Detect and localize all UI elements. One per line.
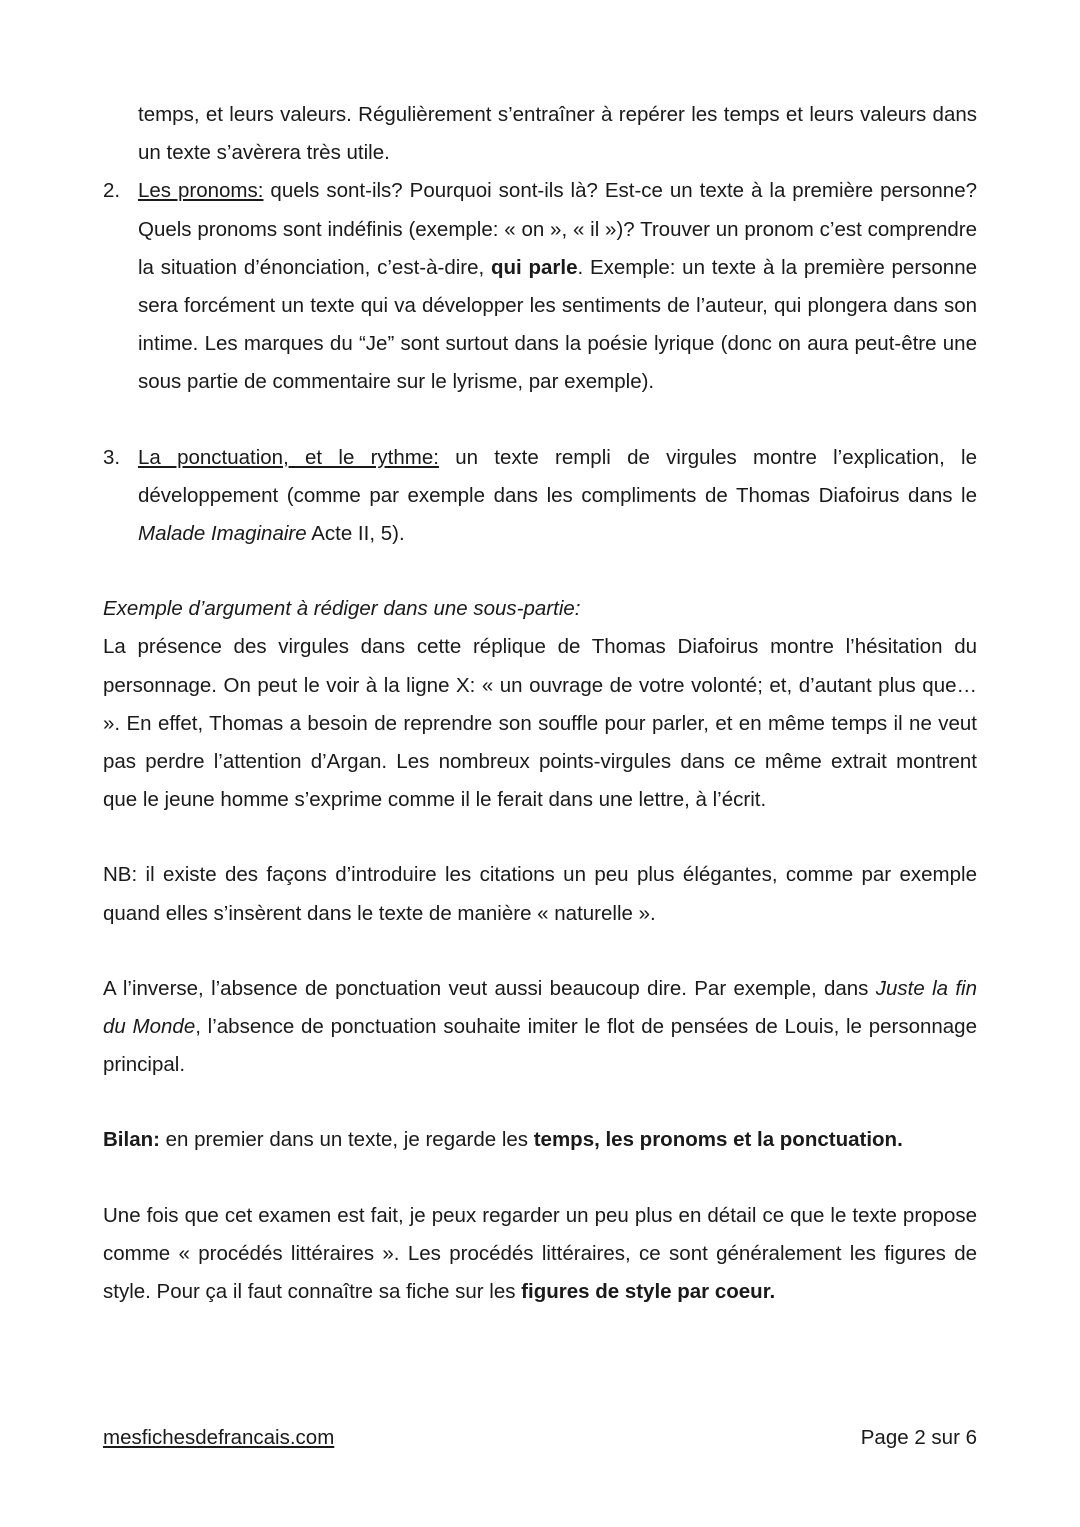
inverse-paragraph: A l’inverse, l’absence de ponctuation veut aussi beaucoup dire. Par exemple, dans Juste la fin du Monde, l’absence de ponctuation souhaite imiter le flot de pensées de Louis, le personnage principal. bbox=[103, 976, 977, 1077]
bilan-bold: temps, les pronoms et la ponctuation. bbox=[533, 1128, 903, 1152]
final-bold: figures de style par coeur. bbox=[521, 1280, 776, 1304]
list-item-3-text-b: Acte II, 5). bbox=[306, 522, 405, 546]
final-paragraph: Une fois que cet examen est fait, je peux regarder un peu plus en détail ce que le texte propose comme « procédés littéraires ». Les procédés littéraires, ce sont généralement les figures de style. Pour ça il faut connaître sa fiche sur les figures de style par coeur. bbox=[103, 1203, 977, 1304]
footer-page-number: Page 2 sur 6 bbox=[860, 1426, 977, 1449]
example-heading: Exemple d’argument à rédiger dans une sous-partie: bbox=[103, 597, 581, 621]
list-item-2-title: Les pronoms: bbox=[138, 179, 264, 203]
list-item-2 bbox=[103, 172, 977, 401]
inverse-italic: Juste la fin du Monde bbox=[103, 976, 977, 1039]
nb-paragraph: NB: il existe des façons d’introduire les citations un peu plus élégantes, comme par exemple quand elles s’insèrent dans le texte de manière « naturelle ». bbox=[103, 863, 977, 925]
document-body bbox=[103, 96, 977, 1311]
list-item-3-title: La ponctuation, et le rythme: bbox=[138, 445, 439, 469]
list-item-2-number: 2. bbox=[103, 179, 121, 203]
list-item-3-number: 3. bbox=[103, 445, 121, 469]
list-item-3-italic: Malade Imaginaire bbox=[138, 522, 307, 546]
list-item-3 bbox=[103, 439, 977, 554]
bilan-label: Bilan: bbox=[103, 1128, 160, 1152]
list-item-1-text: temps, et leurs valeurs. Régulièrement s’entraîner à repérer les temps et leurs valeurs dans un texte s’avèrera très utile. bbox=[138, 103, 977, 165]
bilan-paragraph: Bilan: en premier dans un texte, je regarde les temps, les pronoms et la ponctuation. bbox=[103, 1128, 903, 1152]
list-item-3-text-a: un texte rempli de virgules montre l’explication, le développement (comme par exemple dans les compliments de Thomas Diafoirus dans le bbox=[138, 445, 978, 507]
list-item-2-text-a: quels sont-ils? Pourquoi sont-ils là? Est-ce un texte à la première personne? Quels pronoms sont indéfinis (exemple: « on », « il »)? Trouver un pronom c’est comprendre la situation d’énonciation, c’est-à-dire, bbox=[138, 179, 978, 279]
list-item-1-continuation bbox=[103, 96, 977, 172]
example-paragraph: La présence des virgules dans cette réplique de Thomas Diafoirus montre l’hésitation du personnage. On peut le voir à la ligne X: « un ouvrage de votre volonté; et, d’autant plus que… ». En effet, Thomas a besoin de reprendre son souffle pour parler, et en même temps il ne veut pas perdre l’attention d’Argan. Les nombreux points-virgules dans ce même extrait montrent que le jeune homme s’exprime comme il le ferait dans une lettre, à l’écrit. bbox=[103, 635, 977, 812]
list-item-2-text-b: . Exemple: un texte à la première personne sera forcément un texte qui va développer les sentiments de l’auteur, qui plongera dans son intime. Les marques du “Je” sont surtout dans la poésie lyrique (donc on aura peut-être une sous partie de commentaire sur le lyrisme, par exemple). bbox=[138, 255, 977, 394]
list-item-2-bold: qui parle bbox=[490, 255, 578, 279]
footer-site-link[interactable]: mesfichesdefrancais.com bbox=[103, 1426, 335, 1449]
